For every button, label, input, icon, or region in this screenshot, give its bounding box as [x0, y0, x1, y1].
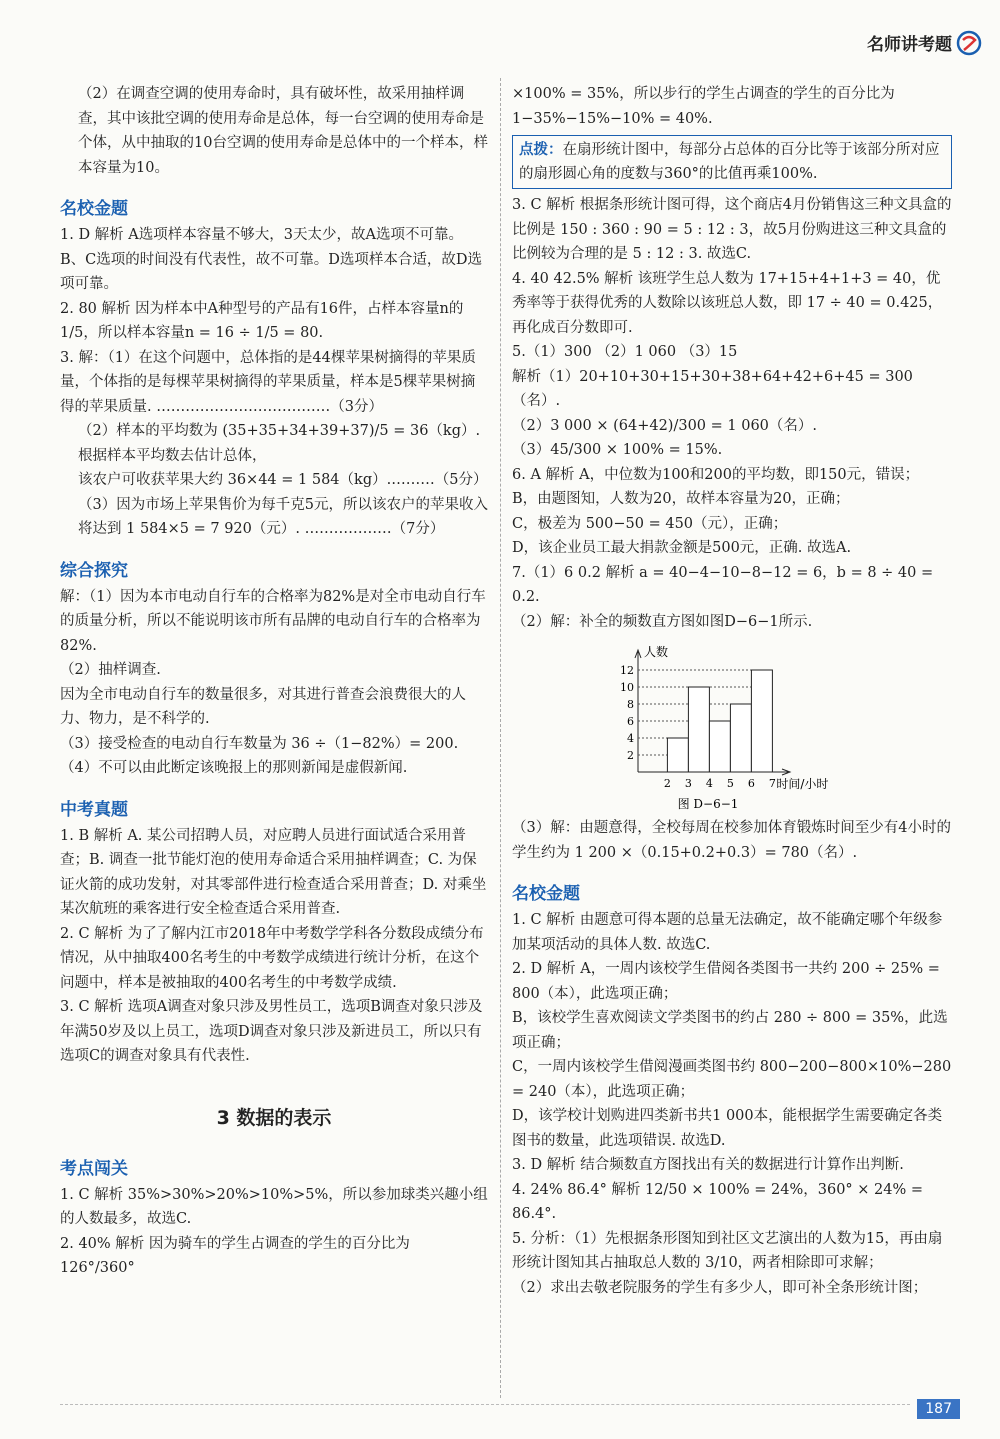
tip-text: 在扇形统计图中，每部分占总体的百分比等于该部分所对应的扇形圆心角的度数与360°的比值再乘100%. [519, 142, 940, 182]
histogram-chart [598, 642, 848, 812]
text-paragraph: 5.（1）300 （2）1 060 （3）15 [512, 344, 738, 360]
text-paragraph: C，一周内该校学生借阅漫画类图书约 800−200−800×10%−280 = 240（本），此选项正确； [512, 1059, 952, 1100]
section-heading: 中考真题 [60, 799, 128, 820]
section-heading: 考点闯关 [60, 1158, 128, 1179]
text-paragraph: 根据样本平均数去估计总体， [78, 447, 267, 464]
text-paragraph: 因为全市电动自行车的数量很多，对其进行普查会浪费很大的人力、物力，是不科学的. [60, 686, 466, 727]
right-column [512, 82, 952, 1300]
text-paragraph: 3. 解：（1）在这个问题中，总体指的是44棵苹果树摘得的苹果质量，个体指的是每棵苹果树摘得的苹果质量，样本是5棵苹果树摘得的苹果质量. ………………………………（3分） [60, 349, 476, 415]
x-axis-label: 时间/小时 [776, 777, 829, 791]
figure-caption: 图 D−6−1 [677, 797, 739, 811]
text-paragraph: （2）解：补全的频数直方图如图D−6−1所示. [512, 613, 813, 630]
section-heading: 名校金题 [512, 884, 580, 904]
text-paragraph: （3）因为市场上苹果售价为每千克5元，所以该农户的苹果收入将达到 1 584×5 = 7 920（元）. ………………（7分） [78, 496, 488, 537]
text-paragraph: 3. C 解析 根据条形统计图可得，这个商店4月份销售这三种文具盒的比例是 150 : 360 : 90 = 5 : 12 : 3，故5月份购进这三种文具盒的比例较为合理的是 5 : 12 : 3. 故选C. [512, 197, 952, 262]
x-tick-label: 7 [768, 777, 776, 790]
text-paragraph: （3）45/300 × 100% = 15%. [512, 442, 723, 458]
x-tick-label: 6 [747, 777, 755, 790]
text-paragraph: （2）求出去敬老院服务的学生有多少人，即可补全条形统计图； [512, 1279, 928, 1296]
text-paragraph: 7.（1）6 0.2 解析 a = 40−4−10−8−12 = 6，b = 8 ÷ 40 = 0.2. [512, 564, 934, 605]
y-tick-label: 6 [627, 715, 634, 728]
tip-label: 点拨： [519, 141, 563, 158]
x-tick-label: 2 [663, 777, 671, 790]
text-paragraph: 3. C 解析 选项A调查对象只涉及男性员工，选项B调查对象只涉及年满50岁及以上员工，选项D调查对象只涉及新进员工，所以只有选项C的调查对象具有代表性. [60, 999, 483, 1064]
y-tick-label: 10 [620, 681, 634, 694]
text-paragraph: 2. 40% 解析 因为骑车的学生占调查的学生的百分比为 126°/360° [60, 1235, 410, 1276]
text-paragraph: （2）3 000 × (64+42)/300 = 1 060（名）. [512, 417, 818, 434]
text-paragraph: （2）样本的平均数为 (35+35+34+39+37)/5 = 36（kg）. [78, 423, 481, 439]
text-paragraph: （3）接受检查的电动自行车数量为 36 ÷（1−82%）= 200. [60, 735, 459, 752]
text-paragraph: ×100% = 35%，所以步行的学生占调查的学生的百分比为 1−35%−15%−10% = 40%. [512, 86, 895, 127]
section-heading: 综合探究 [60, 560, 128, 581]
text-paragraph: B，该校学生喜欢阅读文学类图书的约占 280 ÷ 800 = 35%，此选项正确； [512, 1010, 948, 1051]
brand-logo-icon [956, 30, 982, 56]
text-paragraph: 2. C 解析 为了了解内江市2018年中考数学学科各分数段成绩分布情况，从中抽取400名考生的中考数学成绩进行统计分析，在这个问题中，样本是被抽取的400名考生的中考数学成绩. [60, 925, 484, 991]
x-tick-label: 3 [684, 777, 692, 790]
text-paragraph: 解析（1）20+10+30+15+30+38+64+42+6+45 = 300（名）. [512, 368, 913, 409]
y-tick-label: 8 [627, 698, 634, 711]
header-title: 名师讲考题 [867, 35, 952, 55]
text-paragraph: D，该企业员工最大捐款金额是500元，正确. 故选A. [512, 540, 852, 556]
x-tick-label: 5 [726, 777, 734, 790]
histogram-bar [709, 721, 730, 772]
chapter-title: 3 数据的表示 [216, 1106, 332, 1129]
y-tick-label: 2 [627, 749, 634, 762]
histogram-bar [730, 704, 751, 772]
x-tick-label: 4 [705, 777, 713, 790]
text-paragraph: D，该学校计划购进四类新书共1 000本，能根据学生需要确定各类图书的数量，此选项错误. 故选D. [512, 1108, 943, 1149]
histogram-figure [598, 642, 952, 816]
text-paragraph: 4. 40 42.5% 解析 该班学生总人数为 17+15+4+1+3 = 40，优秀率等于获得优秀的人数除以该班总人数，即 17 ÷ 40 = 0.425，再化成百分数即可. [512, 270, 943, 336]
histogram-bar [688, 687, 709, 772]
text-paragraph: 该农户可收获苹果大约 36×44 = 1 584（kg）.………（5分） [78, 472, 488, 488]
text-paragraph: 1. B 解析 A. 某公司招聘人员，对应聘人员进行面试适合采用普查；B. 调查一批节能灯泡的使用寿命适合采用抽样调查；C. 为保证火箭的成功发射，对其零部件进行检查适合采用普查；D. 对乘坐某次航班的乘客进行安全检查适合采用普查. [60, 827, 487, 917]
text-paragraph: 6. A 解析 A，中位数为100和200的平均数，即150元，错误； [512, 466, 920, 483]
left-column [60, 82, 488, 1281]
y-tick-label: 12 [620, 664, 634, 677]
text-paragraph: 2. 80 解析 因为样本中A种型号的产品有16件，占样本容量n的1/5，所以样本容量n = 16 ÷ 1/5 = 80. [60, 300, 464, 341]
histogram-bar [667, 738, 688, 772]
histogram-bar [751, 670, 772, 772]
text-paragraph: C，极差为 500−50 = 450（元），正确； [512, 515, 788, 532]
text-paragraph: 1. D 解析 A选项样本容量不够大，3天太少，故A选项不可靠。B、C选项的时间没有代表性，故不可靠。D选项样本合适，故D选项可靠。 [60, 227, 482, 292]
y-axis-label: 人数 [644, 645, 669, 659]
y-tick-label: 4 [627, 732, 634, 745]
column-divider [500, 78, 501, 1398]
text-paragraph: 1. C 解析 由题意可得本题的总量无法确定，故不能确定哪个年级参加某项活动的具体人数. 故选C. [512, 912, 943, 953]
text-paragraph: （4）不可以由此断定该晚报上的那则新闻是虚假新闻. [60, 760, 408, 776]
page-number: 187 [917, 1399, 960, 1419]
text-paragraph: 5. 分析：（1）先根据条形图知到社区文艺演出的人数为15，再由扇形统计图知其占抽取总人数的 3/10，两者相除即可求解； [512, 1230, 943, 1271]
text-paragraph: （2）在调查空调的使用寿命时，具有破坏性，故采用抽样调查，其中该批空调的使用寿命是总体，每一台空调的使用寿命是个体，从中抽取的10台空调的使用寿命是总体中的一个样本，样本容量为10。 [78, 86, 488, 176]
text-paragraph: B，由题图知，人数为20，故样本容量为20，正确； [512, 491, 850, 507]
text-paragraph: 1. C 解析 35%>30%>20%>10%>5%，所以参加球类兴趣小组的人数最多，故选C. [60, 1186, 488, 1227]
text-paragraph: （2）抽样调查. [60, 662, 161, 678]
text-paragraph: 3. D 解析 结合频数直方图找出有关的数据进行计算作出判断. [512, 1157, 904, 1173]
text-paragraph: 解：（1）因为本市电动自行车的合格率为82%是对全市电动自行车的质量分析，所以不能说明该市所有品牌的电动自行车的合格率为82%. [60, 588, 486, 654]
text-paragraph: （3）解：由题意得，全校每周在校参加体育锻炼时间至少有4小时的学生约为 1 200 ×（0.15+0.2+0.3）= 780（名）. [512, 820, 951, 861]
section-heading: 名校金题 [60, 199, 128, 219]
footer-divider [60, 1404, 910, 1405]
text-paragraph: 2. D 解析 A，一周内该校学生借阅各类图书一共约 200 ÷ 25% = 800（本），此选项正确； [512, 961, 940, 1002]
tip-box [512, 135, 952, 189]
text-paragraph: 4. 24% 86.4° 解析 12/50 × 100% = 24%，360° × 24% = 86.4°. [512, 1181, 924, 1222]
